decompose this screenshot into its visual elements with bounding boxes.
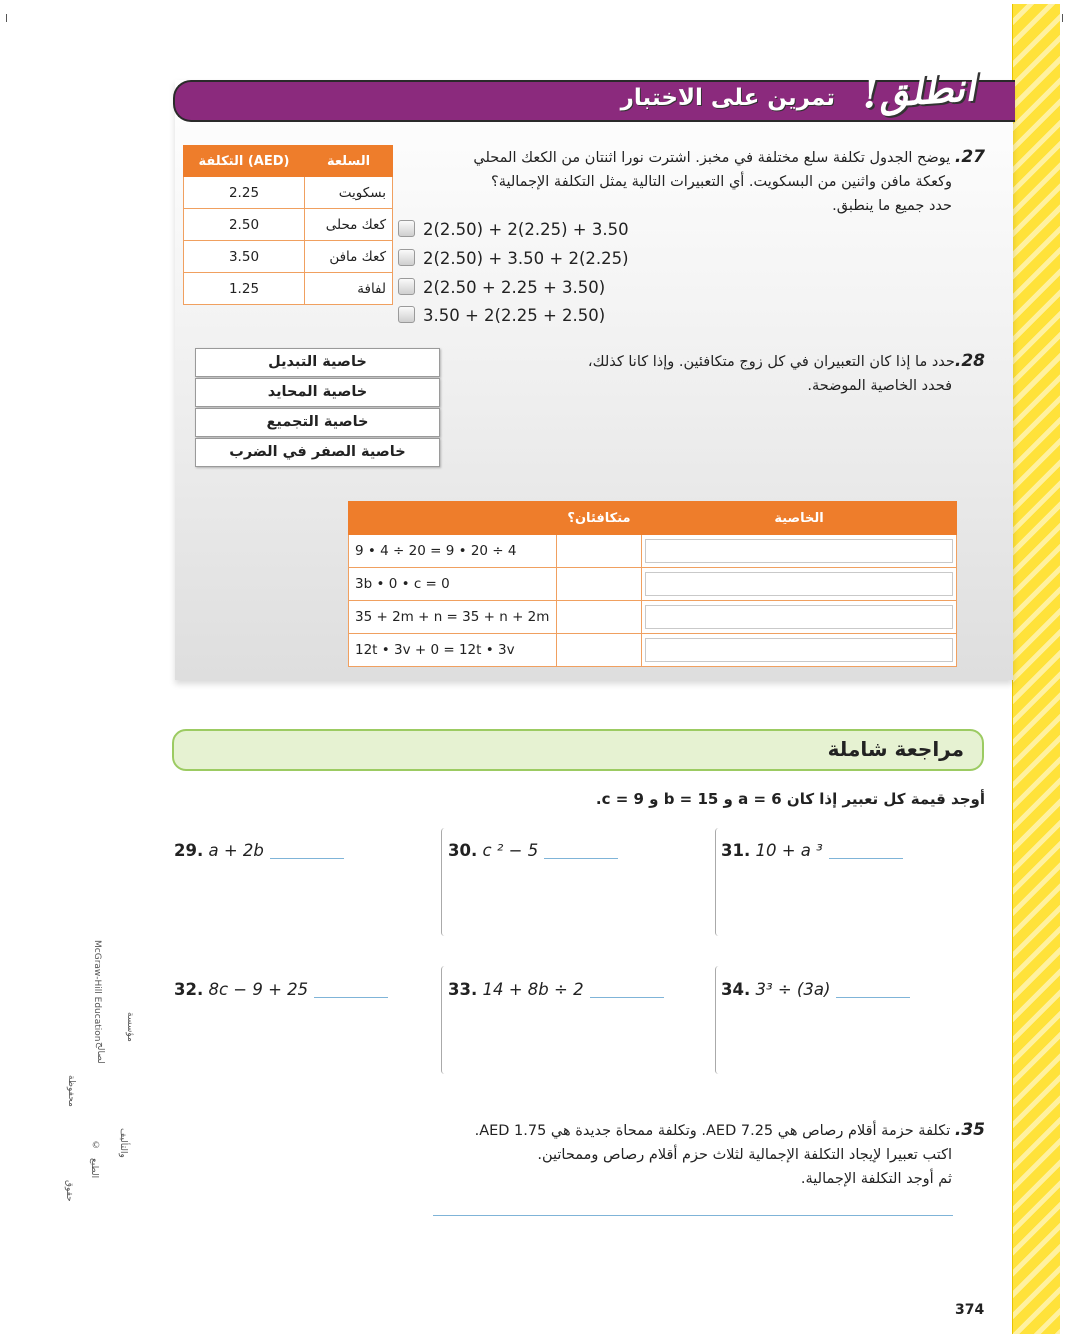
exercise-expression: 10 + a ³ [755, 841, 823, 860]
equivalent-cell[interactable] [557, 535, 642, 568]
credit-text: محفوظة [66, 1075, 76, 1107]
exercise-number: 33. [448, 980, 478, 999]
q27-text [410, 145, 985, 218]
exercise-expression: c ² − 5 [482, 841, 539, 860]
item-cell: بسكويت [305, 177, 393, 209]
table-row [184, 273, 393, 305]
crop-mark [1062, 14, 1063, 22]
credit-publisher: McGraw-Hill Education [92, 940, 102, 1042]
property-cell[interactable] [642, 601, 957, 634]
q28-text [460, 349, 985, 398]
equivalent-header: متكافئان؟ [557, 502, 642, 535]
expression-header [349, 502, 557, 535]
q27-option[interactable] [398, 220, 629, 239]
credit-text: حقوق [64, 1180, 74, 1202]
q27-option[interactable] [398, 306, 605, 325]
property-tile-zero-product[interactable]: خاصية الصفر في الضرب [195, 438, 440, 467]
exercise-31 [721, 841, 903, 860]
q27-option[interactable] [398, 249, 629, 268]
exercise-number: 34. [721, 980, 751, 999]
cost-cell: 3.50 [184, 241, 305, 273]
exercise-30 [448, 841, 618, 860]
exercise-34 [721, 980, 910, 999]
start-word: انطلق! [860, 64, 977, 117]
exercise-number: 29. [174, 841, 204, 860]
exercise-number: 31. [721, 841, 751, 860]
table-row [349, 601, 957, 634]
q28-line2: فحدد الخاصية الموضحة. [807, 378, 952, 394]
decorative-stripe [1012, 4, 1060, 1334]
cost-cell: 2.50 [184, 209, 305, 241]
q35-line2: اكتب تعبيرا لإيجاد التكلفة الإجمالية لثلاث حزم أقلام رصاص وممحاتين. [537, 1147, 952, 1163]
column-divider [715, 828, 722, 936]
checkbox[interactable] [398, 220, 415, 237]
column-divider [441, 966, 448, 1074]
table-row [349, 568, 957, 601]
exercise-expression: 14 + 8b ÷ 2 [482, 980, 584, 999]
checkbox[interactable] [398, 249, 415, 266]
exercise-expression: 3³ ÷ (3a) [755, 980, 831, 999]
option-text: 2(2.50) + 2(2.25) + 3.50 [423, 220, 629, 239]
table-row [184, 209, 393, 241]
item-cell: كعك مافن [305, 241, 393, 273]
review-instruction: أوجد قيمة كل تعبير إذا كان a = 6 و b = 15 و c = 9. [595, 790, 985, 808]
equivalent-cell[interactable] [557, 568, 642, 601]
property-drop-target[interactable] [645, 638, 953, 662]
cost-header: التكلفة (AED) [184, 146, 305, 177]
cost-cell: 2.25 [184, 177, 305, 209]
q35-line3: ثم أوجد التكلفة الإجمالية. [800, 1171, 952, 1187]
credit-text: لصالح [95, 1042, 105, 1064]
property-tile-identity[interactable]: خاصية المحايد [195, 378, 440, 407]
option-text: 2(2.50 + 2.25 + 3.50) [423, 278, 606, 297]
q35-number: 35. [954, 1120, 985, 1140]
property-cell[interactable] [642, 568, 957, 601]
table-row [184, 177, 393, 209]
q28-number: 28. [954, 351, 985, 371]
test-practice-banner [173, 64, 1015, 122]
item-cell: لفافة [305, 273, 393, 305]
crop-mark [6, 14, 7, 22]
property-tile-associative[interactable]: خاصية التجميع [195, 408, 440, 437]
cost-cell: 1.25 [184, 273, 305, 305]
equivalent-cell[interactable] [557, 634, 642, 667]
checkbox[interactable] [398, 306, 415, 323]
option-text: 2(2.50) + 3.50 + 2(2.25) [423, 249, 629, 268]
table-row [184, 241, 393, 273]
answer-line[interactable] [314, 997, 388, 998]
property-tile-commutative[interactable]: خاصية التبديل [195, 348, 440, 377]
exercise-expression: 8c − 9 + 25 [208, 980, 309, 999]
equivalence-table [348, 501, 957, 667]
column-divider [715, 966, 722, 1074]
expression-cell: 35 + 2m + n = 35 + n + 2m [349, 601, 557, 634]
cost-table [183, 145, 393, 305]
q27-line3: حدد جميع ما ينطبق. [832, 198, 952, 214]
column-divider [441, 828, 448, 936]
item-cell: كعك محلى [305, 209, 393, 241]
property-drop-target[interactable] [645, 539, 953, 563]
banner-title: تمرين على الاختبار [620, 85, 835, 111]
answer-line[interactable] [836, 997, 910, 998]
answer-line[interactable] [270, 858, 344, 859]
table-row [349, 634, 957, 667]
answer-line[interactable] [544, 858, 618, 859]
table-row [349, 535, 957, 568]
exercise-number: 32. [174, 980, 204, 999]
checkbox[interactable] [398, 278, 415, 295]
credit-text: مؤسسة [125, 1012, 135, 1042]
q27-number: 27. [954, 147, 985, 167]
exercise-number: 30. [448, 841, 478, 860]
q28-line1: حدد ما إذا كان التعبيران في كل زوج متكافئين. وإذا كانا كذلك، [587, 354, 955, 370]
property-drop-target[interactable] [645, 605, 953, 629]
property-drop-target[interactable] [645, 572, 953, 596]
exercise-33 [448, 980, 664, 999]
expression-cell: 9 • 4 ÷ 20 = 9 • 20 ÷ 4 [349, 535, 557, 568]
review-title: مراجعة شاملة [827, 737, 964, 761]
expression-cell: 12t • 3v + 0 = 12t • 3v [349, 634, 557, 667]
item-header: السلعة [305, 146, 393, 177]
q27-line2: وكعكة مافن واثنين من البسكويت. أي التعبيرات التالية يمثل التكلفة الإجمالية؟ [491, 174, 952, 190]
exercise-32 [174, 980, 388, 999]
spiral-review-banner [172, 729, 984, 771]
exercise-29 [174, 841, 344, 860]
property-cell[interactable] [642, 634, 957, 667]
expression-cell: 3b • 0 • c = 0 [349, 568, 557, 601]
q27-option[interactable] [398, 278, 605, 297]
credit-text: والتأليف [118, 1128, 128, 1158]
equivalent-cell[interactable] [557, 601, 642, 634]
option-text: 3.50 + 2(2.25 + 2.50) [423, 306, 606, 325]
property-cell[interactable] [642, 535, 957, 568]
q27-line1: يوضح الجدول تكلفة سلع مختلفة في مخبز. اشترت نورا اثنتان من الكعك المحلي [473, 150, 951, 166]
credit-text: الطبع [89, 1158, 99, 1179]
exercise-expression: a + 2b [208, 841, 264, 860]
answer-line[interactable] [829, 858, 903, 859]
property-header: الخاصية [642, 502, 957, 535]
q35-text [420, 1118, 985, 1191]
q35-answer-line[interactable] [433, 1215, 953, 1216]
q35-line1: تكلفة حزمة أقلام رصاص هي AED 7.25. وتكلفة ممحاة جديدة هي AED 1.75. [474, 1123, 951, 1139]
page-number: 374 [955, 1302, 985, 1318]
answer-line[interactable] [590, 997, 664, 998]
copyright-icon: © [91, 1141, 101, 1151]
